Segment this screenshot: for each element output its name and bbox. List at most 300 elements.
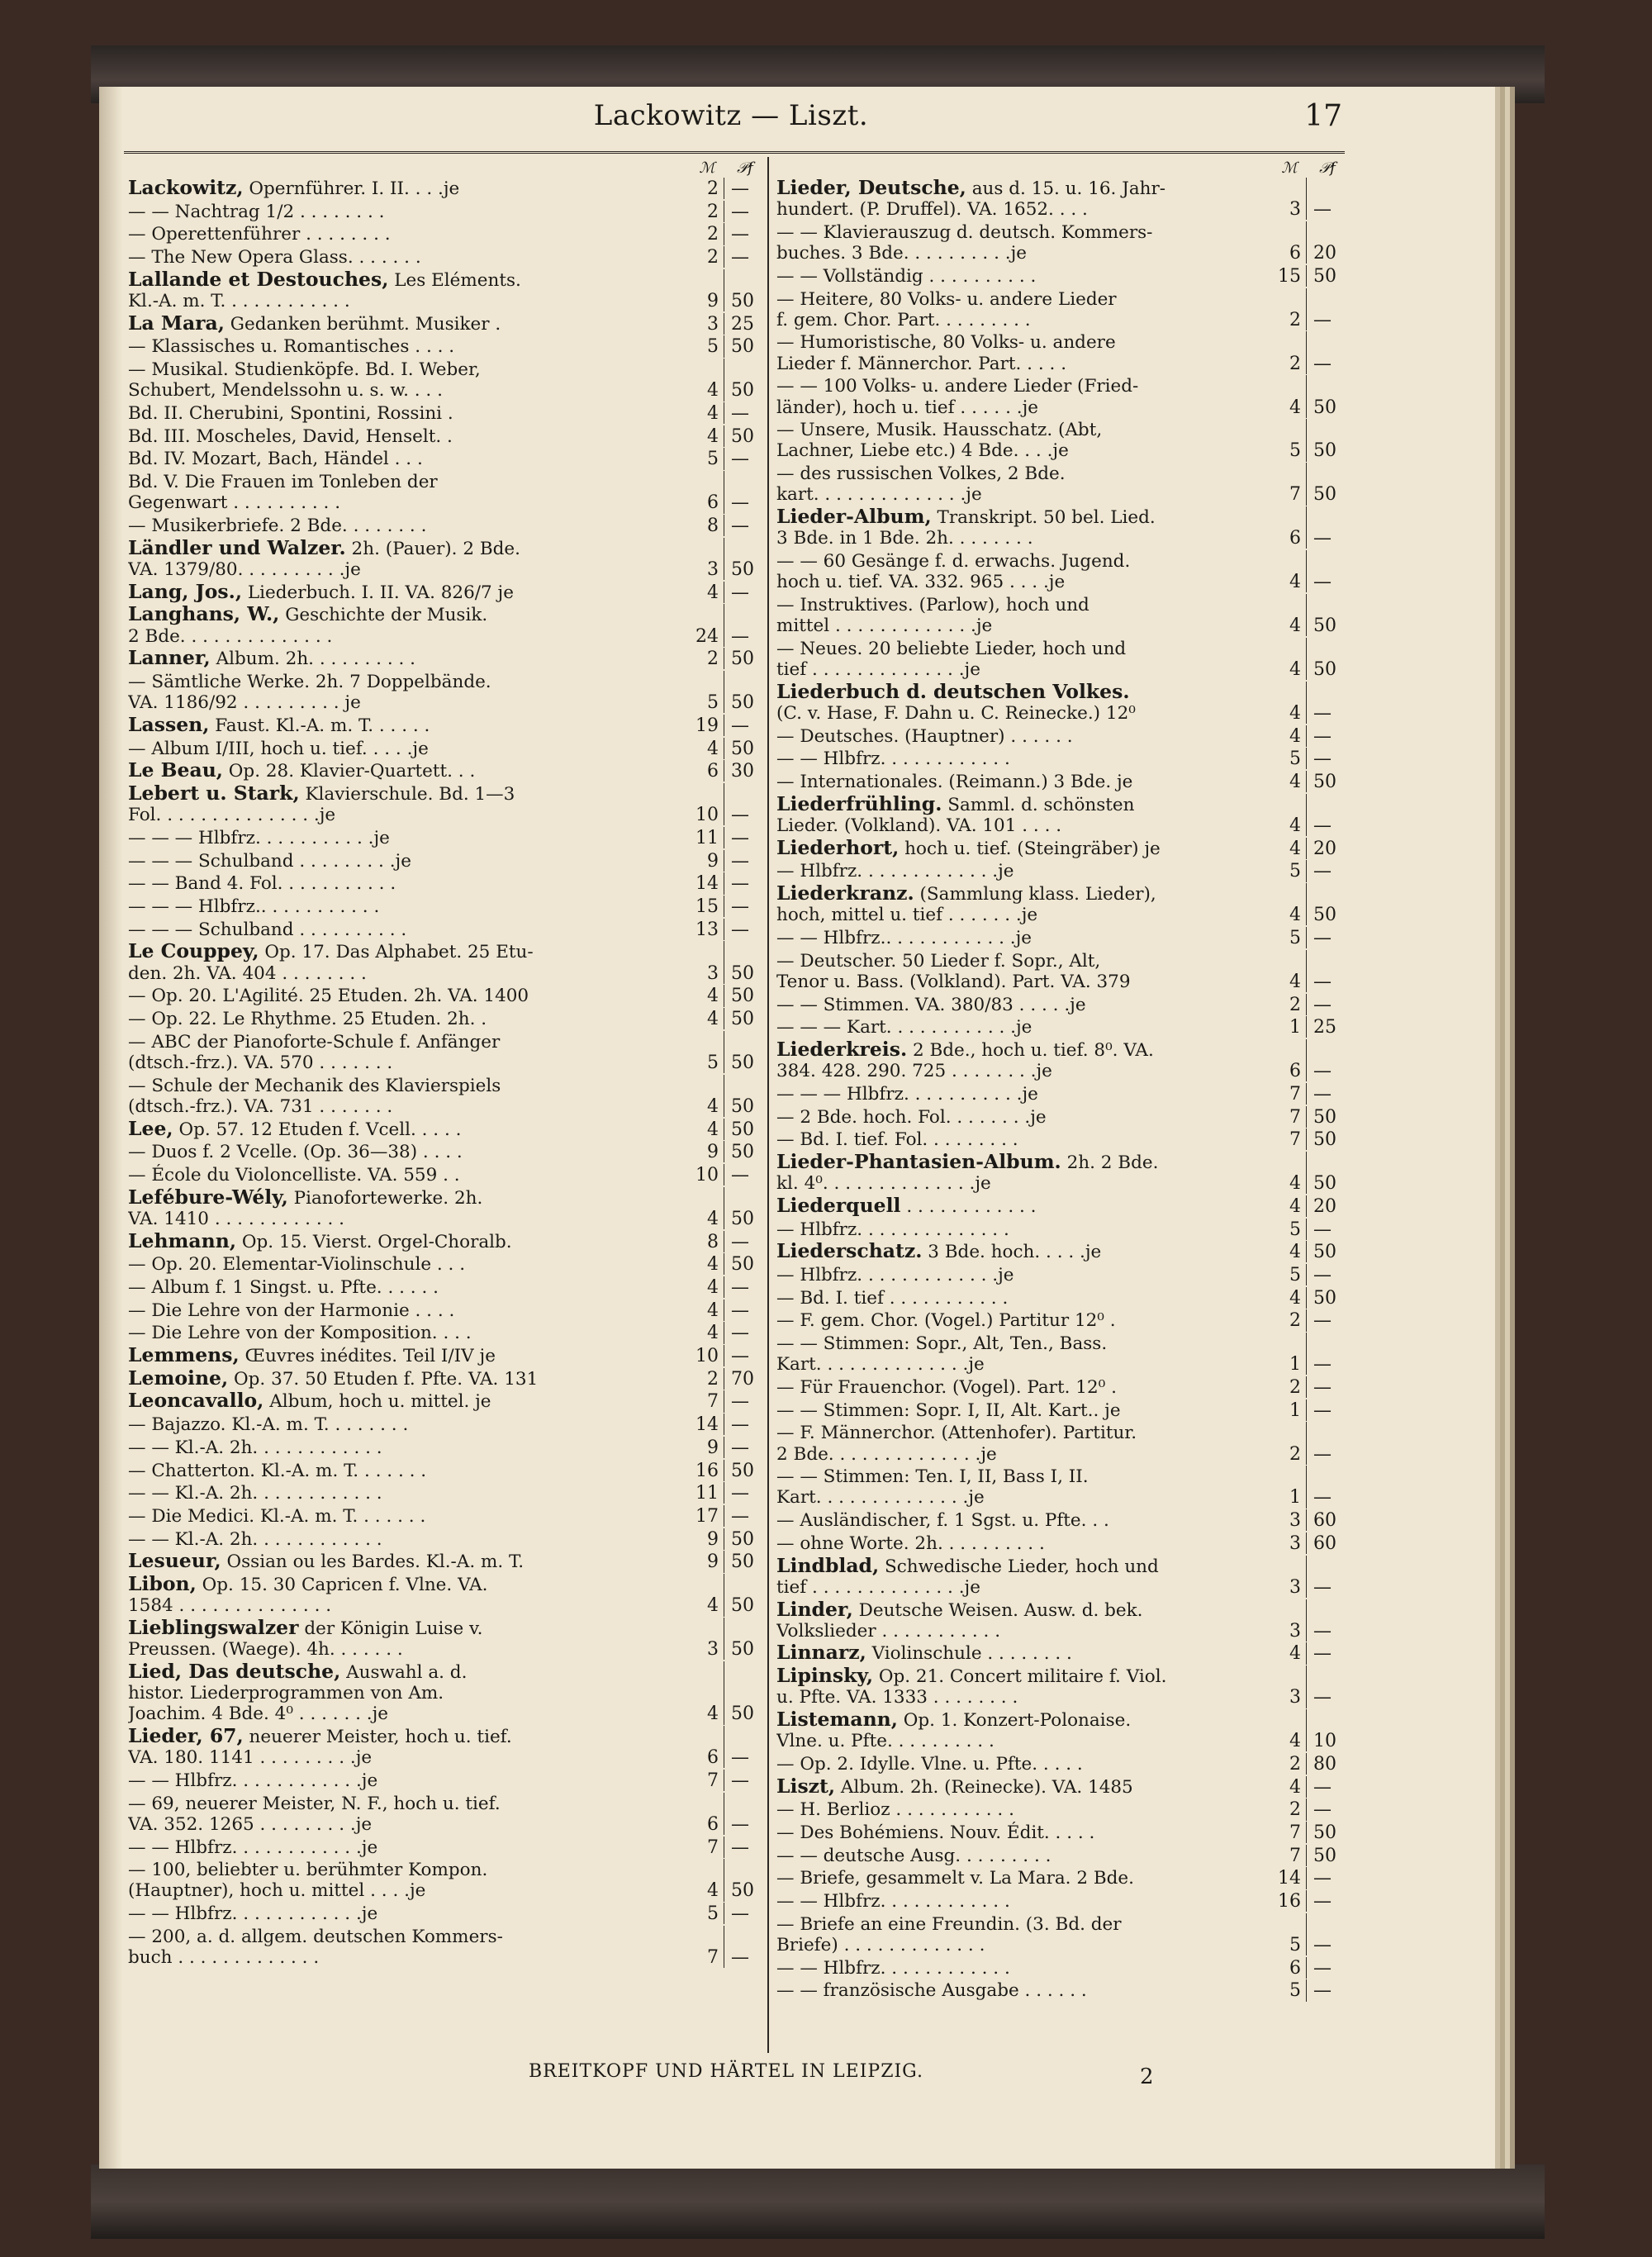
entry-text: — — Band 4. Fol. . . . . . . . . . . bbox=[128, 873, 396, 895]
price-mark: 6 bbox=[686, 760, 724, 782]
entry-text: — des russischen Volkes, 2 Bde. kart. . . . . . . . . . . . . .je bbox=[776, 463, 1066, 506]
entry-description bbox=[776, 1287, 1268, 1309]
price-pfennig: — bbox=[1313, 927, 1332, 948]
price-mark: 4 bbox=[686, 402, 724, 424]
price-pfennig: 50 bbox=[731, 1208, 754, 1229]
price-mark: 9 bbox=[686, 1437, 724, 1458]
price-pfennig: 50 bbox=[731, 962, 754, 984]
catalog-entry bbox=[128, 1276, 764, 1298]
price-pfennig: 50 bbox=[731, 1595, 754, 1617]
entry-text: — — Hlbfrz.. . . . . . . . . . . .je bbox=[776, 927, 1032, 948]
entry-description bbox=[128, 448, 686, 469]
catalog-entry bbox=[128, 1661, 764, 1725]
price-mark: 4 bbox=[686, 1322, 724, 1343]
header-rule bbox=[124, 151, 1345, 154]
entry-description bbox=[776, 419, 1268, 461]
entry-heading: Lied, Das deutsche, bbox=[128, 1661, 341, 1683]
price-mark: 8 bbox=[686, 515, 724, 536]
catalog-entry bbox=[128, 941, 764, 983]
price-pfennig: 60 bbox=[1313, 1510, 1336, 1532]
entry-description bbox=[128, 941, 686, 983]
entry-text: — — — Kart. . . . . . . . . . . .je bbox=[776, 1017, 1032, 1038]
price-mark: 1 bbox=[1268, 1333, 1307, 1375]
price-mark: 3 bbox=[1268, 178, 1307, 220]
price-pfennig: — bbox=[1313, 528, 1332, 549]
catalog-entry bbox=[128, 1141, 764, 1162]
catalog-entry bbox=[776, 1665, 1346, 1708]
catalog-entry bbox=[776, 771, 1346, 792]
catalog-entry bbox=[128, 178, 764, 199]
price-mark: 4 bbox=[686, 1859, 724, 1901]
entry-text: — — — Schulband . . . . . . . . .je bbox=[128, 850, 411, 872]
entry-description bbox=[776, 1665, 1268, 1708]
entry-description bbox=[128, 1926, 686, 1968]
entry-description bbox=[128, 402, 686, 424]
catalog-entry bbox=[128, 1726, 764, 1768]
entry-description bbox=[776, 1709, 1268, 1751]
entry-heading: Lieblingswalzer bbox=[128, 1618, 299, 1639]
catalog-entry bbox=[776, 1776, 1346, 1798]
entry-text: — — Hlbfrz. . . . . . . . . . . . bbox=[776, 1957, 1010, 1979]
price-mark: 7 bbox=[1268, 1128, 1307, 1150]
price-mark: 17 bbox=[686, 1505, 724, 1527]
entry-text: — Operettenführer . . . . . . . . bbox=[128, 224, 391, 245]
catalog-entry bbox=[776, 1152, 1346, 1194]
catalog-entry bbox=[128, 1836, 764, 1858]
price-pfennig: 25 bbox=[731, 313, 754, 335]
catalog-entry bbox=[128, 760, 764, 782]
entry-text: — — Vollständig . . . . . . . . . . bbox=[776, 265, 1037, 287]
price-mark: 2 bbox=[1268, 288, 1307, 330]
entry-text: — — deutsche Ausg. . . . . . . . . bbox=[776, 1845, 1051, 1866]
entry-description bbox=[128, 919, 686, 940]
catalog-entry bbox=[776, 883, 1346, 925]
book-binding-bottom bbox=[91, 2164, 1545, 2239]
entry-description bbox=[776, 1957, 1268, 1979]
entry-text: — Album I/III, hoch u. tief. . . . .je bbox=[128, 738, 429, 759]
price-mark: 4 bbox=[1268, 594, 1307, 636]
catalog-entry bbox=[128, 1859, 764, 1901]
catalog-entry bbox=[128, 582, 764, 603]
entry-text: — — Hlbfrz. . . . . . . . . . . . bbox=[776, 748, 1010, 770]
entry-description bbox=[128, 313, 686, 335]
entry-text: — 100, beliebter u. berühmter Kompon. (Hauptner), hoch u. mittel . . . .je bbox=[128, 1860, 488, 1902]
price-mark: 4 bbox=[686, 1008, 724, 1029]
catalog-entry bbox=[128, 715, 764, 736]
price-mark: 2 bbox=[686, 648, 724, 669]
price-mark: 1 bbox=[1268, 1399, 1307, 1421]
price-pfennig: 50 bbox=[731, 1639, 754, 1661]
entry-description bbox=[776, 1195, 1268, 1217]
entry-heading: Le Beau, bbox=[128, 760, 223, 782]
entry-description bbox=[776, 725, 1268, 747]
entry-text: Bd. IV. Mozart, Bach, Händel . . . bbox=[128, 449, 423, 470]
price-pfennig: — bbox=[1313, 1799, 1332, 1821]
entry-description bbox=[776, 288, 1268, 330]
entry-heading: Ländler und Walzer. bbox=[128, 537, 346, 559]
price-mark: 6 bbox=[1268, 1957, 1307, 1979]
entry-text: — 2 Bde. hoch. Fol. . . . . . . .je bbox=[776, 1106, 1047, 1128]
catalog-entry bbox=[128, 1008, 764, 1029]
entry-description bbox=[776, 1776, 1268, 1798]
price-mark: 4 bbox=[686, 1119, 724, 1140]
price-pfennig: — bbox=[731, 1903, 749, 1925]
entry-text: — — Stimmen: Sopr., Alt, Ten., Bass. Kart. . . . . . . . . . . . . .je bbox=[776, 1333, 1108, 1376]
price-mark: 5 bbox=[1268, 419, 1307, 461]
price-pfennig: 50 bbox=[731, 425, 754, 447]
catalog-entry bbox=[128, 515, 764, 536]
catalog-entry bbox=[128, 1231, 764, 1252]
catalog-entry bbox=[128, 985, 764, 1006]
entry-text: — — französische Ausgabe . . . . . . bbox=[776, 1980, 1087, 2002]
price-pfennig: — bbox=[731, 1391, 749, 1413]
catalog-entry bbox=[776, 725, 1346, 747]
catalog-entry bbox=[128, 471, 764, 513]
catalog-entry bbox=[128, 402, 764, 424]
price-mark: 4 bbox=[1268, 1709, 1307, 1751]
entry-text: — Die Medici. Kl.-A. m. T. . . . . . . bbox=[128, 1505, 426, 1527]
catalog-entry bbox=[776, 594, 1346, 636]
catalog-entry bbox=[776, 288, 1346, 330]
entry-description bbox=[128, 1528, 686, 1550]
entry-text: — — — Hlbfrz. . . . . . . . . . .je bbox=[128, 827, 390, 848]
entry-description bbox=[128, 359, 686, 401]
price-mark: 9 bbox=[686, 1551, 724, 1572]
catalog-entry bbox=[128, 1187, 764, 1229]
catalog-entry bbox=[776, 1264, 1346, 1285]
price-pfennig: — bbox=[1313, 1776, 1332, 1798]
price-pfennig: 50 bbox=[731, 336, 754, 358]
entry-text: — Internationales. (Reimann.) 3 Bde. je bbox=[776, 771, 1133, 792]
price-mark: 2 bbox=[686, 1368, 724, 1390]
entry-text: — H. Berlioz . . . . . . . . . . . bbox=[776, 1799, 1014, 1821]
price-pfennig: — bbox=[731, 715, 749, 736]
price-pfennig: — bbox=[1313, 1576, 1332, 1598]
price-mark: 6 bbox=[686, 1726, 724, 1768]
price-mark: 1 bbox=[1268, 1016, 1307, 1038]
price-pfennig: 20 bbox=[1313, 243, 1336, 264]
entry-text: — — Hlbfrz. . . . . . . . . . . .je bbox=[128, 1836, 378, 1858]
left-column bbox=[128, 159, 764, 2039]
price-mark: 4 bbox=[1268, 1776, 1307, 1798]
price-pfennig: — bbox=[731, 1164, 749, 1186]
entry-description bbox=[128, 1253, 686, 1275]
price-pfennig: — bbox=[731, 1947, 749, 1969]
price-pfennig: 50 bbox=[1313, 1822, 1336, 1844]
price-pfennig: — bbox=[731, 1414, 749, 1436]
entry-text: hoch u. tief. (Steingräber) je bbox=[899, 838, 1161, 859]
price-pfennig: — bbox=[731, 1437, 749, 1458]
catalog-entry bbox=[128, 850, 764, 872]
price-mark: 4 bbox=[686, 1187, 724, 1229]
entry-description bbox=[128, 872, 686, 894]
price-pfennig: — bbox=[731, 1483, 749, 1504]
entry-description bbox=[776, 1979, 1268, 2001]
price-mark: 4 bbox=[1268, 1152, 1307, 1194]
entry-text: Faust. Kl.-A. m. T. . . . . . bbox=[209, 715, 430, 736]
catalog-entry bbox=[128, 783, 764, 825]
entry-description bbox=[776, 1867, 1268, 1889]
entry-text: — Unsere, Musik. Hausschatz. (Abt, Lachner, Liebe etc.) 4 Bde. . . .je bbox=[776, 420, 1103, 462]
price-pfennig: 50 bbox=[731, 986, 754, 1007]
catalog-entry bbox=[128, 738, 764, 759]
entry-description bbox=[128, 1187, 686, 1229]
price-pfennig: 50 bbox=[1313, 905, 1336, 926]
catalog-entry bbox=[776, 1106, 1346, 1128]
price-mark: 16 bbox=[1268, 1890, 1307, 1912]
entry-text: Opernführer. I. II. . . .je bbox=[243, 178, 460, 199]
entry-text: — Bajazzo. Kl.-A. m. T. . . . . . . . bbox=[128, 1414, 409, 1436]
price-pfennig: — bbox=[1313, 994, 1332, 1015]
catalog-entry bbox=[776, 1822, 1346, 1843]
entry-text: — Die Lehre von der Harmonie . . . . bbox=[128, 1300, 455, 1321]
entry-heading: Libon, bbox=[128, 1574, 197, 1596]
entry-heading: Lee, bbox=[128, 1118, 173, 1140]
entry-description bbox=[128, 1551, 686, 1572]
entry-text: aus d. 15. u. 16. Jahr- hundert. (P. Druffel). VA. 1652. . . . bbox=[776, 178, 1166, 221]
catalog-entry bbox=[776, 1241, 1346, 1262]
entry-description bbox=[776, 550, 1268, 592]
price-pfennig: — bbox=[1313, 702, 1332, 724]
entry-description bbox=[776, 1219, 1268, 1240]
entry-text: — — Kl.-A. 2h. . . . . . . . . . . . bbox=[128, 1528, 382, 1550]
entry-heading: Lieder-Phantasien-Album. bbox=[776, 1151, 1061, 1173]
catalog-entry bbox=[776, 860, 1346, 881]
entry-text: Pianofortewerke. 2h. VA. 1410 . . . . . . . . . . . . bbox=[128, 1187, 483, 1229]
entry-description bbox=[776, 375, 1268, 417]
entry-description bbox=[776, 265, 1268, 287]
mark-column-header: ℳ bbox=[1281, 159, 1298, 177]
price-pfennig: — bbox=[1313, 1443, 1332, 1465]
entry-heading: Lieder-Album, bbox=[776, 506, 932, 529]
price-pfennig: 50 bbox=[1313, 484, 1336, 506]
entry-heading: Liederbuch d. deutschen Volkes. bbox=[776, 681, 1130, 703]
price-mark: 4 bbox=[686, 1661, 724, 1725]
catalog-entry bbox=[776, 1466, 1346, 1508]
catalog-entry bbox=[776, 1083, 1346, 1105]
entry-description bbox=[776, 1556, 1268, 1598]
price-mark: 4 bbox=[1268, 771, 1307, 792]
price-pfennig: 60 bbox=[1313, 1532, 1336, 1554]
entry-text: — Ausländischer, f. 1 Sgst. u. Pfte. . . bbox=[776, 1510, 1109, 1532]
price-mark: 2 bbox=[1268, 994, 1307, 1015]
entry-description bbox=[776, 1106, 1268, 1128]
price-pfennig: — bbox=[731, 1505, 749, 1527]
entry-text: — 200, a. d. allgem. deutschen Kommers- buch . . . . . . . . . . . . . bbox=[128, 1926, 503, 1969]
entry-text: Auswahl a. d. histor. Liederprogrammen von Am. Joachim. 4 Bde. 4⁰ . . . . . . .je bbox=[128, 1661, 468, 1725]
entry-description bbox=[776, 1798, 1268, 1820]
running-header bbox=[120, 99, 1342, 140]
publisher-imprint: BREITKOPF UND HÄRTEL IN LEIPZIG. bbox=[529, 2061, 923, 2082]
entry-text: — — Kl.-A. 2h. . . . . . . . . . . . bbox=[128, 1437, 382, 1458]
price-mark: 15 bbox=[1268, 265, 1307, 287]
entry-description bbox=[128, 1119, 686, 1140]
price-mark: 24 bbox=[686, 604, 724, 646]
price-pfennig: — bbox=[731, 1813, 749, 1835]
price-pfennig: — bbox=[731, 896, 749, 917]
catalog-entry bbox=[776, 838, 1346, 859]
right-entry-list bbox=[776, 178, 1346, 2002]
entry-heading: Lieder, 67, bbox=[128, 1726, 244, 1748]
catalog-entry bbox=[776, 1219, 1346, 1240]
price-pfennig: — bbox=[1313, 815, 1332, 836]
entry-description bbox=[128, 1008, 686, 1029]
catalog-entry bbox=[776, 1913, 1346, 1955]
price-mark: 4 bbox=[1268, 638, 1307, 680]
price-pfennig: — bbox=[1313, 1687, 1332, 1708]
price-pfennig: — bbox=[731, 850, 749, 872]
price-pfennig: — bbox=[1313, 1487, 1332, 1509]
catalog-entry bbox=[776, 1509, 1346, 1531]
catalog-entry bbox=[128, 425, 764, 447]
catalog-entry bbox=[776, 950, 1346, 992]
catalog-entry bbox=[776, 1556, 1346, 1598]
catalog-entry bbox=[128, 1368, 764, 1390]
price-pfennig: 50 bbox=[1313, 1845, 1336, 1866]
catalog-entry bbox=[776, 794, 1346, 836]
price-mark: 4 bbox=[1268, 1241, 1307, 1262]
price-mark: 4 bbox=[686, 1075, 724, 1117]
price-mark: 7 bbox=[686, 1926, 724, 1968]
price-pfennig: 50 bbox=[731, 649, 754, 670]
entry-description bbox=[128, 1231, 686, 1252]
catalog-entry bbox=[128, 1075, 764, 1117]
price-mark: 4 bbox=[1268, 794, 1307, 836]
price-mark: 1 bbox=[1268, 1466, 1307, 1508]
catalog-entry bbox=[776, 1642, 1346, 1664]
price-mark: 7 bbox=[1268, 1106, 1307, 1128]
catalog-entry bbox=[128, 1903, 764, 1924]
price-pfennig: — bbox=[1313, 1643, 1332, 1665]
entry-description bbox=[776, 794, 1268, 836]
entry-description bbox=[776, 331, 1268, 373]
entry-heading: Langhans, W., bbox=[128, 604, 280, 626]
entry-text: — Op. 22. Le Rhythme. 25 Etuden. 2h. . bbox=[128, 1009, 487, 1030]
price-pfennig: — bbox=[731, 805, 749, 826]
entry-description bbox=[128, 1770, 686, 1791]
entry-description bbox=[776, 1241, 1268, 1262]
price-pfennig: — bbox=[1313, 971, 1332, 992]
price-pfennig: 50 bbox=[1313, 658, 1336, 680]
entry-description bbox=[128, 715, 686, 736]
entry-description bbox=[128, 178, 686, 199]
catalog-entry bbox=[128, 1031, 764, 1073]
entry-description bbox=[128, 648, 686, 669]
entry-description bbox=[128, 582, 686, 603]
catalog-entry bbox=[776, 1422, 1346, 1464]
catalog-entry bbox=[776, 506, 1346, 549]
price-mark: 3 bbox=[1268, 1532, 1307, 1554]
price-pfennig: — bbox=[1313, 1957, 1332, 1979]
price-pfennig: 50 bbox=[731, 1142, 754, 1163]
entry-description bbox=[128, 223, 686, 245]
entry-heading: Liederhort, bbox=[776, 837, 900, 859]
entry-description bbox=[128, 1345, 686, 1366]
entry-text: Op. 21. Concert militaire f. Viol. u. Pfte. VA. 1333 . . . . . . . . bbox=[776, 1666, 1167, 1708]
entry-description bbox=[128, 1836, 686, 1858]
price-pfennig: 50 bbox=[731, 1009, 754, 1030]
price-mark: 3 bbox=[1268, 1665, 1307, 1708]
price-pfennig: 50 bbox=[731, 1703, 754, 1725]
price-mark: 2 bbox=[1268, 1309, 1307, 1331]
pf-column-header: 𝒫f bbox=[1319, 159, 1336, 177]
price-pfennig: 50 bbox=[731, 692, 754, 714]
catalog-entry bbox=[776, 419, 1346, 461]
price-mark: 14 bbox=[686, 1414, 724, 1435]
catalog-entry bbox=[128, 335, 764, 357]
price-pfennig: — bbox=[1313, 748, 1332, 770]
entry-description bbox=[128, 1390, 686, 1412]
price-mark: 11 bbox=[686, 1482, 724, 1504]
catalog-entry bbox=[776, 1016, 1346, 1038]
entry-description bbox=[776, 1016, 1268, 1038]
entry-text: Deutsche Weisen. Ausw. d. bek. Volkslieder . . . . . . . . . . . bbox=[776, 1599, 1143, 1642]
price-pfennig: — bbox=[1313, 725, 1332, 747]
price-pfennig: — bbox=[731, 1323, 749, 1344]
catalog-entry bbox=[128, 246, 764, 268]
entry-description bbox=[776, 771, 1268, 792]
price-pfennig: — bbox=[1313, 1980, 1332, 2002]
entry-heading: Listemann, bbox=[776, 1709, 898, 1732]
entry-heading: Lallande et Destouches, bbox=[128, 268, 389, 291]
catalog-entry bbox=[128, 538, 764, 580]
price-pfennig: — bbox=[1313, 1868, 1332, 1889]
entry-text: Schwedische Lieder, hoch und tief . . . . . . . . . . . . . .je bbox=[776, 1556, 1159, 1598]
entry-text: Op. 28. Klavier-Quartett. . . bbox=[222, 761, 476, 782]
entry-text: — Deutscher. 50 Lieder f. Sopr., Alt, Tenor u. Bass. (Volkland). Part. VA. 379 bbox=[776, 950, 1131, 992]
price-pfennig: — bbox=[731, 582, 749, 603]
entry-heading: Lackowitz, bbox=[128, 178, 244, 199]
entry-description bbox=[776, 927, 1268, 948]
entry-description bbox=[128, 1505, 686, 1527]
entry-description bbox=[128, 1859, 686, 1901]
entry-heading: Lassen, bbox=[128, 714, 210, 736]
price-pfennig: — bbox=[731, 1836, 749, 1858]
entry-description bbox=[128, 1164, 686, 1186]
price-pfennig: 50 bbox=[1313, 771, 1336, 792]
price-pfennig: 50 bbox=[731, 1119, 754, 1140]
catalog-entry bbox=[776, 1798, 1346, 1820]
entry-text: — Instruktives. (Parlow), hoch und mittel . . . . . . . . . . . . .je bbox=[776, 594, 1089, 637]
entry-text: Album, hoch u. mittel. je bbox=[263, 1391, 491, 1413]
entry-description bbox=[128, 1031, 686, 1073]
entry-text: Op. 17. Das Alphabet. 25 Etu- den. 2h. VA. 404 . . . . . . . . bbox=[128, 942, 534, 984]
entry-text: 3 Bde. hoch. . . . .je bbox=[922, 1242, 1102, 1263]
price-mark: 14 bbox=[686, 872, 724, 894]
entry-text: — The New Opera Glass. . . . . . . bbox=[128, 247, 421, 268]
catalog-entry bbox=[776, 994, 1346, 1015]
catalog-entry bbox=[776, 1039, 1346, 1081]
page-number: 17 bbox=[1304, 99, 1342, 133]
entry-text: Op. 57. 12 Etuden f. Vcell. . . . . bbox=[173, 1119, 462, 1140]
price-pfennig: 50 bbox=[1313, 1173, 1336, 1195]
entry-description bbox=[128, 246, 686, 268]
price-mark: 4 bbox=[686, 1276, 724, 1298]
entry-heading: Leoncavallo, bbox=[128, 1390, 264, 1413]
entry-description bbox=[128, 1726, 686, 1768]
entry-description bbox=[776, 1399, 1268, 1421]
catalog-entry bbox=[128, 1793, 764, 1835]
price-mark: 2 bbox=[686, 223, 724, 245]
entry-heading: Lemmens, bbox=[128, 1345, 240, 1367]
entry-text: neuerer Meister, hoch u. tief. VA. 180. 1141 . . . . . . . . .je bbox=[128, 1727, 512, 1769]
price-mark: 5 bbox=[686, 1903, 724, 1924]
price-pfennig: — bbox=[731, 1300, 749, 1321]
price-mark: 9 bbox=[686, 1141, 724, 1162]
catalog-entry bbox=[776, 221, 1346, 264]
price-mark: 2 bbox=[1268, 1798, 1307, 1820]
entry-text: — Neues. 20 beliebte Lieder, hoch und tief . . . . . . . . . . . . . .je bbox=[776, 638, 1127, 680]
